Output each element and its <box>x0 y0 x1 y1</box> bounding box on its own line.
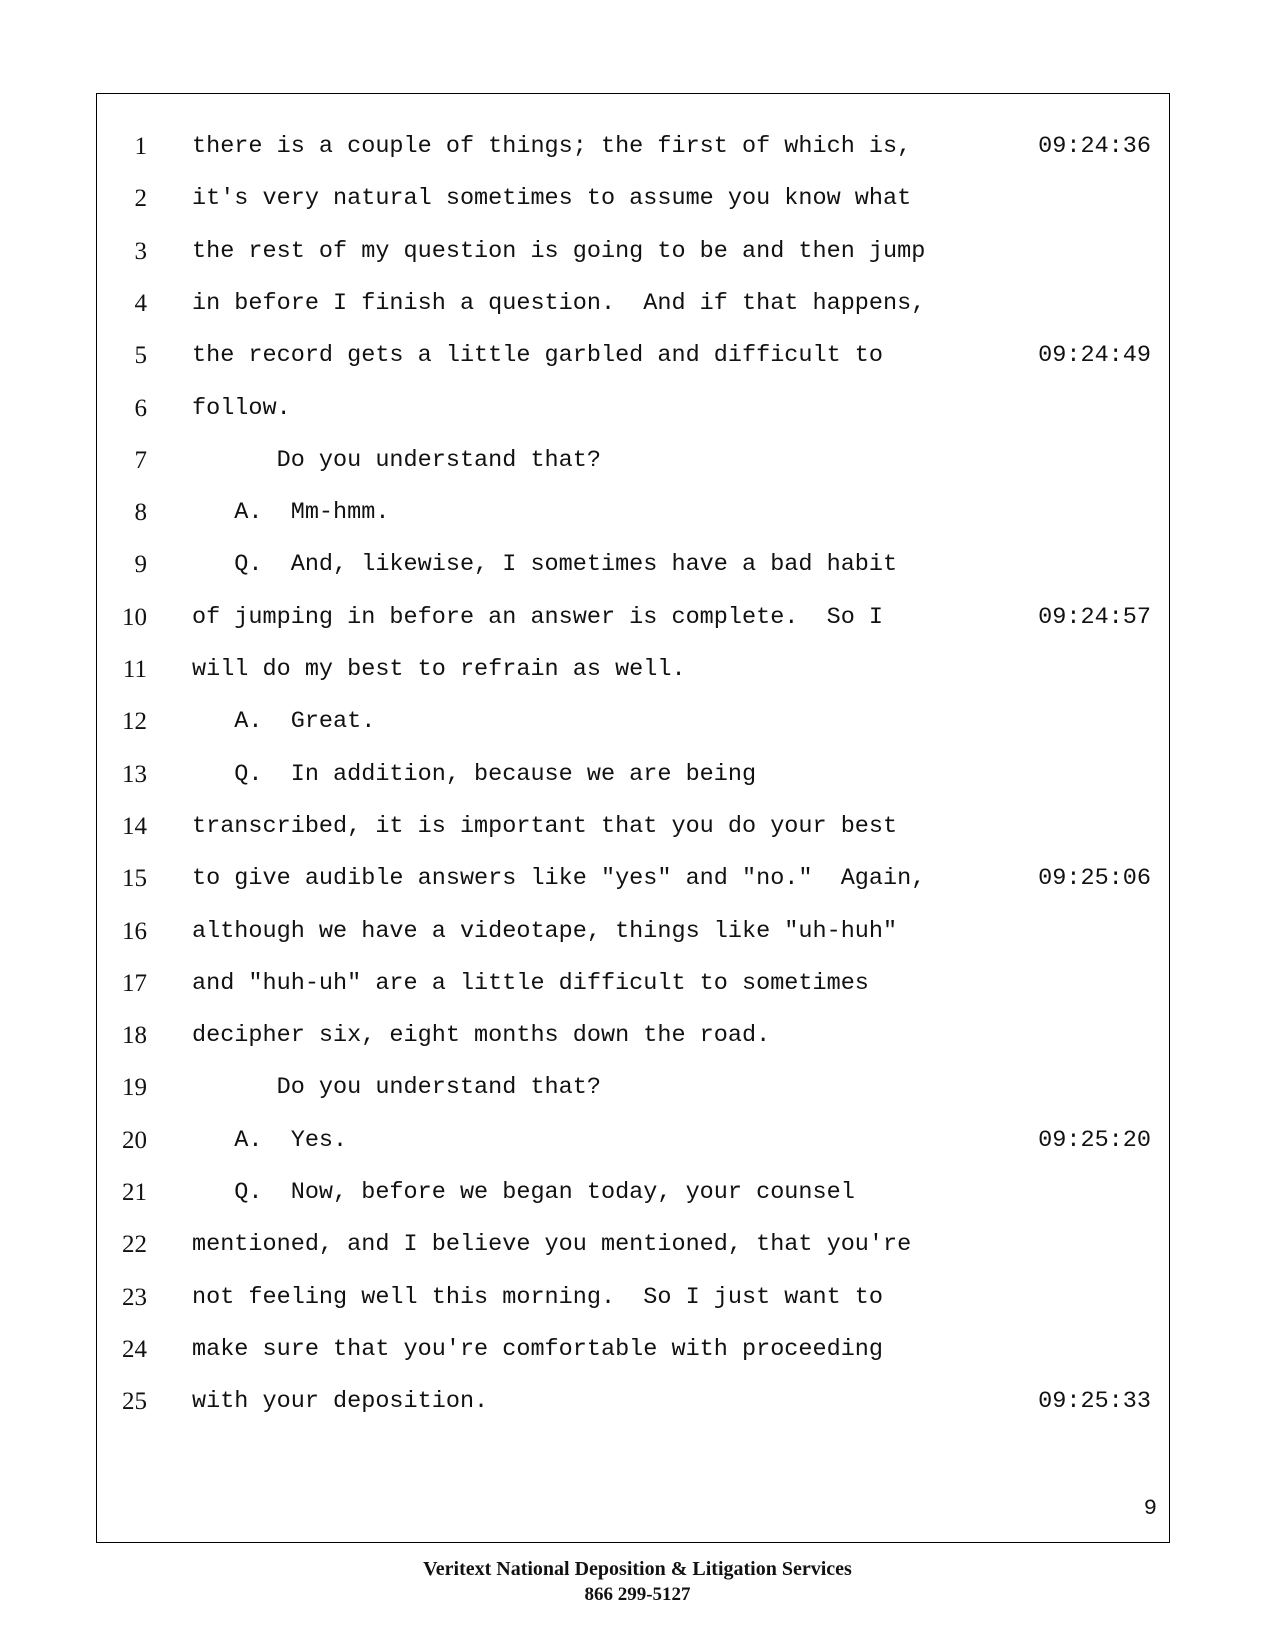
line-timestamp: 09:25:20 <box>1038 1126 1151 1154</box>
line-number: 16 <box>122 917 147 945</box>
line-text: although we have a videotape, things like "uh-huh" <box>192 917 898 945</box>
line-number: 8 <box>134 499 147 527</box>
line-text: there is a couple of things; the first of which is, <box>192 133 912 160</box>
transcript-line <box>0 1127 1275 1167</box>
line-timestamp: 09:25:33 <box>1038 1388 1151 1416</box>
line-number: 14 <box>122 812 147 840</box>
transcript-line <box>0 918 1275 958</box>
line-number: 21 <box>122 1179 147 1206</box>
line-text: the record gets a little garbled and difficult to <box>192 342 884 370</box>
page-number: 9 <box>1143 1496 1157 1521</box>
transcript-line <box>0 1179 1275 1219</box>
transcript-line <box>0 970 1275 1010</box>
transcript-line <box>0 447 1275 487</box>
line-text: A. Yes. <box>192 1126 348 1154</box>
line-text: Do you understand that? <box>192 1074 601 1102</box>
line-number: 23 <box>122 1283 147 1311</box>
line-text: the rest of my question is going to be and then jump <box>192 237 926 265</box>
line-text: Do you understand that? <box>192 446 601 474</box>
line-timestamp: 09:24:36 <box>1038 133 1151 160</box>
line-text: follow. <box>192 394 291 422</box>
footer-phone: 866 299-5127 <box>584 1584 691 1605</box>
line-number: 10 <box>122 603 147 631</box>
line-text: in before I finish a question. And if that happens, <box>192 289 926 317</box>
transcript-line <box>0 342 1275 382</box>
transcript-line <box>0 1388 1275 1428</box>
line-text: of jumping in before an answer is complete. So I <box>192 603 884 631</box>
transcript-line <box>0 761 1275 801</box>
line-text: decipher six, eight months down the road. <box>192 1022 771 1050</box>
line-number: 17 <box>122 969 147 997</box>
line-number: 7 <box>134 446 147 474</box>
line-number: 20 <box>122 1126 147 1154</box>
line-number: 11 <box>122 656 147 683</box>
line-text: will do my best to refrain as well. <box>192 656 686 683</box>
line-number: 24 <box>122 1335 147 1363</box>
transcript-line <box>0 1284 1275 1324</box>
line-number: 22 <box>122 1231 147 1259</box>
transcript-line <box>0 238 1275 278</box>
transcript-line <box>0 604 1275 644</box>
line-text: Q. And, likewise, I sometimes have a bad habit <box>192 551 898 579</box>
transcript-line <box>0 708 1275 748</box>
line-text: Q. Now, before we began today, your counsel <box>192 1179 855 1206</box>
line-text: make sure that you're comfortable with proceeding <box>192 1335 884 1363</box>
footer-company: Veritext National Deposition & Litigation Services <box>423 1558 852 1580</box>
transcript-line <box>0 1231 1275 1271</box>
line-text: not feeling well this morning. So I just want to <box>192 1283 884 1311</box>
transcript-line <box>0 865 1275 905</box>
line-number: 4 <box>134 289 147 317</box>
transcript-line <box>0 1336 1275 1376</box>
transcript-line <box>0 1074 1275 1114</box>
transcript-line <box>0 813 1275 853</box>
line-text: Q. In addition, because we are being <box>192 760 757 788</box>
line-number: 6 <box>134 394 147 422</box>
transcript-line <box>0 395 1275 435</box>
transcript-line <box>0 185 1275 225</box>
line-timestamp: 09:24:57 <box>1038 603 1151 631</box>
line-text: mentioned, and I believe you mentioned, that you're <box>192 1231 912 1259</box>
line-text: A. Mm-hmm. <box>192 499 390 527</box>
line-text: with your deposition. <box>192 1388 489 1416</box>
line-number: 25 <box>122 1388 147 1416</box>
line-number: 18 <box>122 1022 147 1050</box>
transcript-line <box>0 133 1275 173</box>
transcript-line <box>0 499 1275 539</box>
transcript-line <box>0 1022 1275 1062</box>
line-number: 5 <box>134 342 147 370</box>
line-number: 13 <box>122 760 147 788</box>
line-number: 9 <box>134 551 147 579</box>
transcript-line <box>0 551 1275 591</box>
line-timestamp: 09:24:49 <box>1038 342 1151 370</box>
line-number: 12 <box>122 708 147 736</box>
line-number: 1 <box>134 133 147 160</box>
transcript-line <box>0 290 1275 330</box>
line-number: 19 <box>122 1074 147 1102</box>
line-text: transcribed, it is important that you do your best <box>192 812 898 840</box>
line-timestamp: 09:25:06 <box>1038 865 1151 893</box>
line-text: A. Great. <box>192 708 376 736</box>
line-text: to give audible answers like "yes" and "no." Again, <box>192 865 926 893</box>
line-number: 15 <box>122 865 147 893</box>
line-number: 2 <box>134 185 147 213</box>
line-text: and "huh-uh" are a little difficult to sometimes <box>192 969 869 997</box>
transcript-line <box>0 656 1275 696</box>
line-text: it's very natural sometimes to assume you know what <box>192 185 912 213</box>
line-number: 3 <box>134 237 147 265</box>
